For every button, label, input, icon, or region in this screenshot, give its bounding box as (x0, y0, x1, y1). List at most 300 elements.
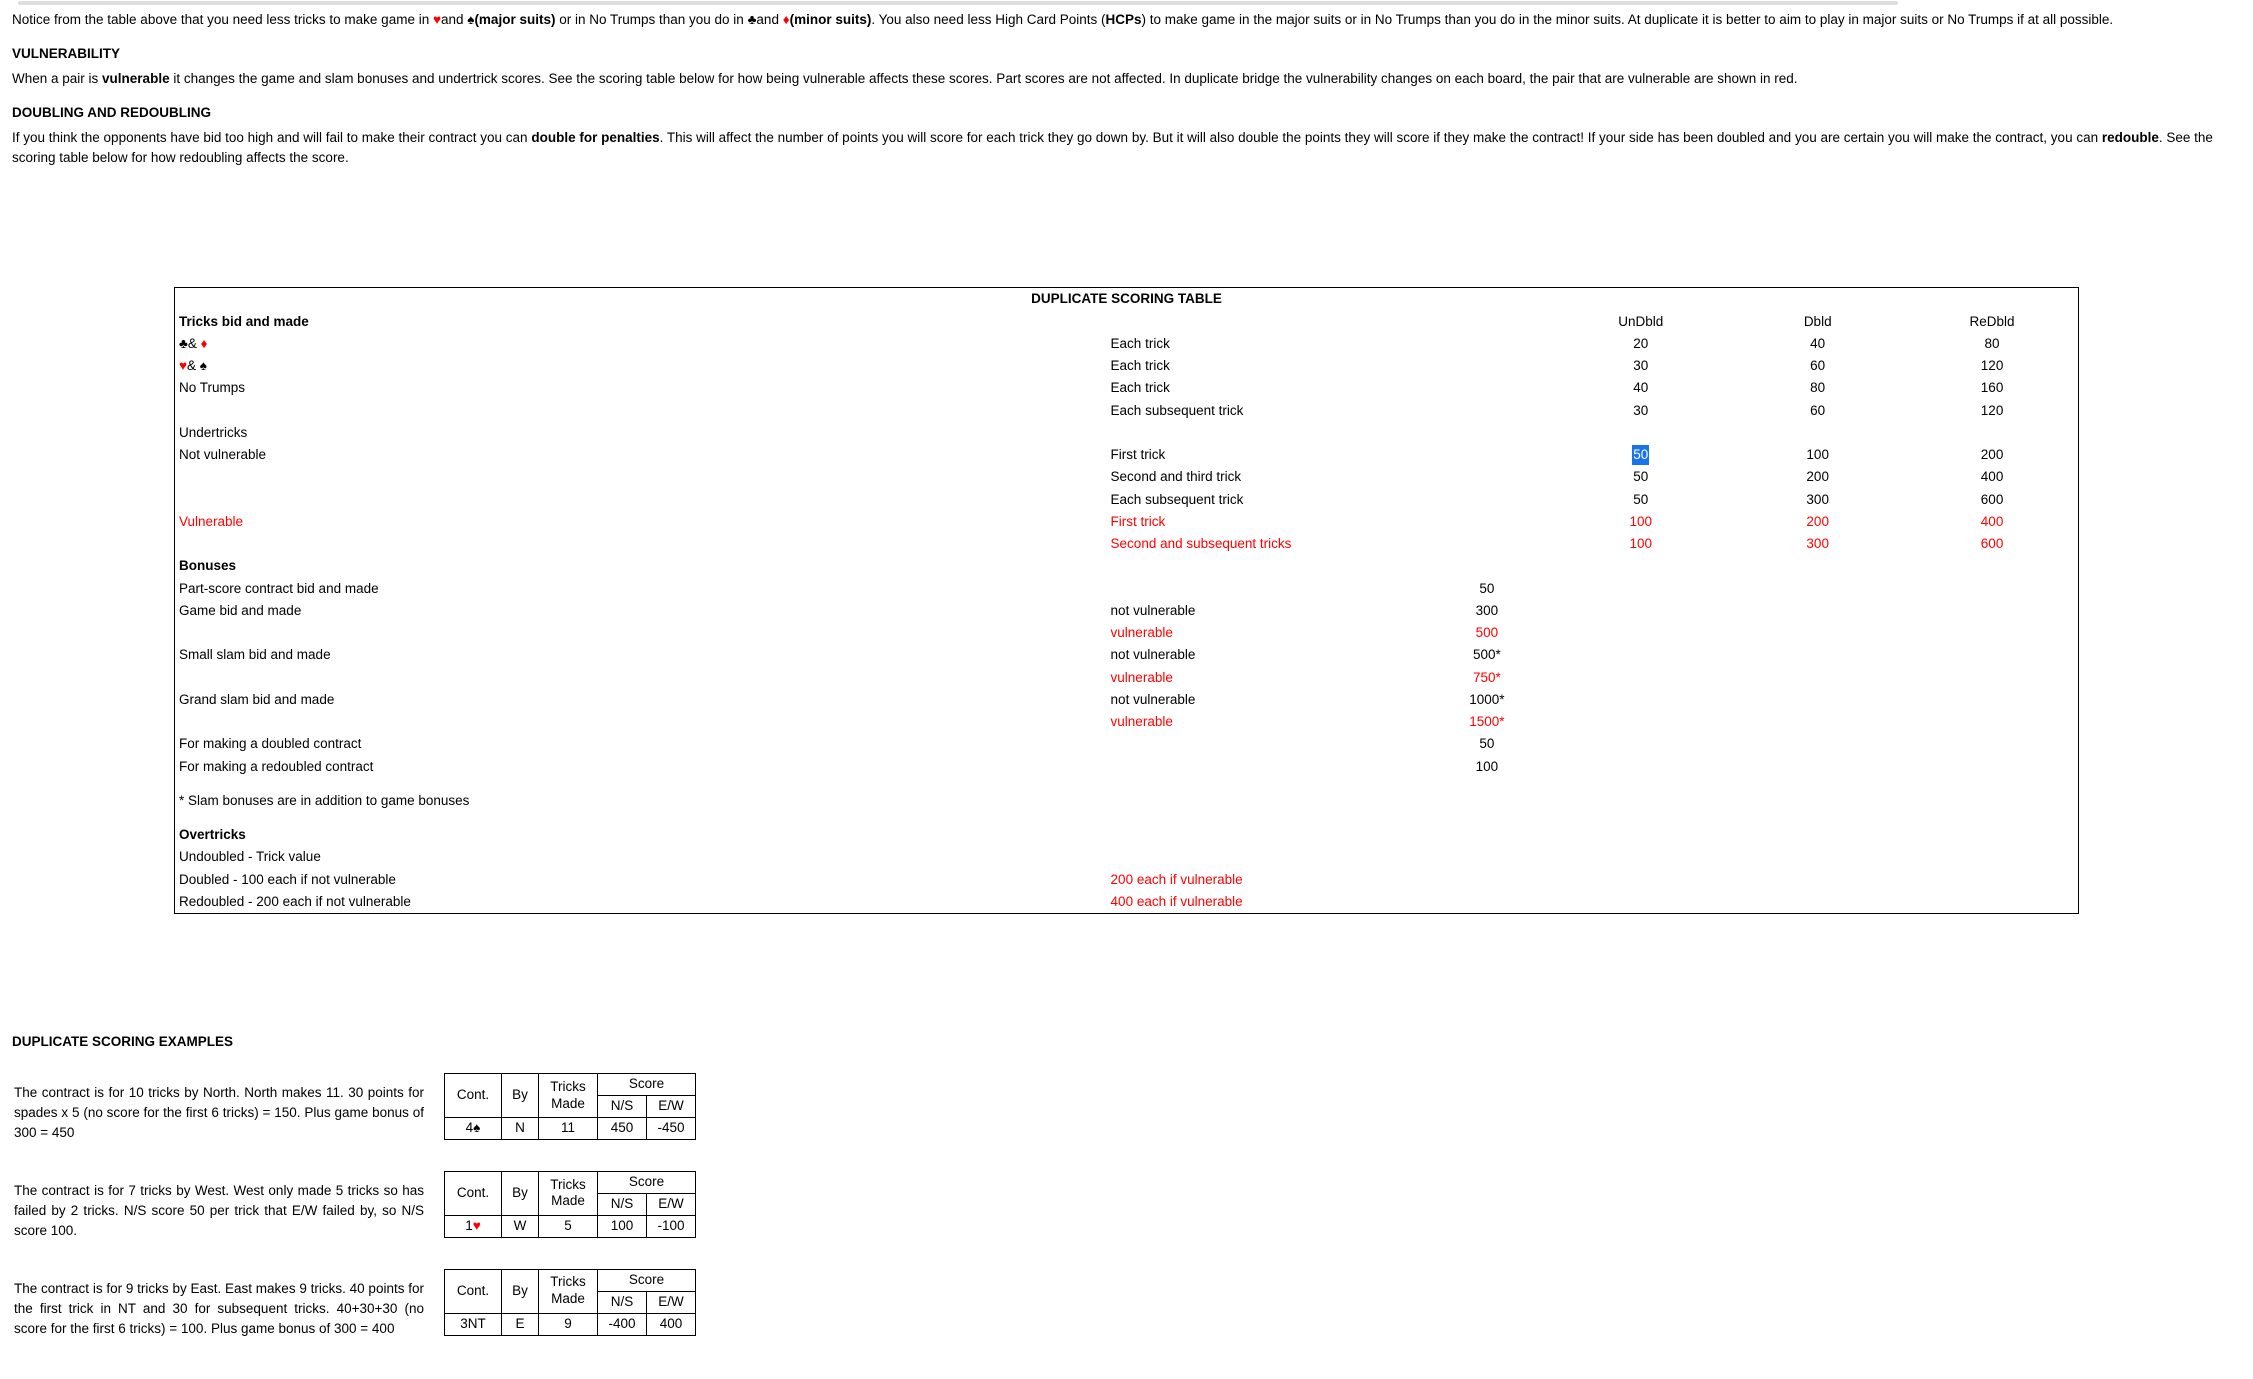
vulnerable-bold: vulnerable (102, 71, 170, 87)
table-row-ot-2 (175, 869, 2079, 891)
spacer (1421, 869, 1552, 891)
header-contract: Cont. (445, 1172, 502, 1216)
table-row-bonuses-label (175, 555, 2079, 577)
spacer (1421, 489, 1552, 511)
ut-4-undbld: 100 (1629, 513, 1653, 529)
header-ns: N/S (598, 1291, 647, 1313)
intro-paragraph-1 (12, 10, 2241, 30)
table-row-bonus-9 (175, 756, 2079, 778)
intro-text-mid1: or in No Trumps than you do in (555, 12, 748, 27)
spacer (1729, 600, 1906, 622)
ut-label-not-vulnerable: Not vulnerable (179, 447, 267, 463)
bonus-value-6: 1000* (1469, 691, 1505, 707)
spacer (771, 466, 1106, 488)
spacer-cell (175, 812, 2079, 824)
spacer (1421, 444, 1552, 466)
ut-4-redbld: 400 (1980, 513, 2004, 529)
spacer (1906, 422, 2078, 444)
header-score: Score (598, 1269, 696, 1291)
table-row-bonus-7 (175, 711, 2079, 733)
spacer (771, 444, 1106, 466)
example-row (12, 1171, 2241, 1241)
spacer (771, 400, 1106, 422)
examples-section (0, 1034, 2253, 1339)
header-ew: E/W (647, 1291, 696, 1313)
bonus-cond-2: not vulnerable (1110, 602, 1196, 618)
spacer (1729, 824, 1906, 846)
doubling-paragraph (12, 128, 2241, 167)
intro-text-mid3: ) to make game in the major suits or in No Trumps than you do in the minor suits. At duplicate it is better to aim to play in major suits or No Trumps if at all possible. (1141, 12, 2114, 27)
spacer (1906, 667, 2078, 689)
cell-ew-score: -450 (647, 1117, 696, 1139)
spacer (1906, 824, 2078, 846)
example-score-table (444, 1171, 696, 1238)
spacer (771, 578, 1106, 600)
header-by: By (502, 1074, 539, 1118)
cell-by: W (502, 1215, 539, 1237)
bonus-label-1: Part-score contract bid and made (179, 580, 379, 596)
ut-label-vulnerable: Vulnerable (179, 513, 244, 529)
spacer (1906, 555, 2078, 577)
spacer (1906, 689, 2078, 711)
spacer (1729, 790, 1906, 812)
spacer (1729, 555, 1906, 577)
spacer (771, 422, 1106, 444)
cell-ns-score: -400 (598, 1313, 647, 1335)
spacer (771, 869, 1106, 891)
heart-icon: ♥ (179, 358, 188, 374)
overtrick-label-2: Doubled - 100 each if not vulnerable (179, 871, 396, 887)
spacer (771, 711, 1106, 733)
example-row (12, 1269, 2241, 1339)
spacer (1421, 422, 1552, 444)
overtrick-note-3: 400 each if vulnerable (1110, 893, 1243, 909)
spacer (1552, 891, 1729, 914)
undertricks-label: Undertricks (179, 424, 248, 440)
spacer (771, 756, 1106, 778)
header-ns: N/S (598, 1096, 647, 1118)
vulnerability-paragraph (12, 69, 2241, 89)
table-header-row (445, 1172, 696, 1194)
cell-by: N (502, 1117, 539, 1139)
spacer (1552, 622, 1729, 644)
minor-suits-label: (minor suits) (789, 12, 872, 27)
doubling-heading: DOUBLING AND REDOUBLING (12, 104, 211, 120)
row-4-dbld: 60 (1810, 402, 1826, 418)
spacer (771, 489, 1106, 511)
overtricks-label: Overtricks (179, 827, 246, 843)
table-row-bonus-3 (175, 622, 2079, 644)
diamond-icon: ♦ (200, 335, 208, 351)
spacer (1552, 824, 1729, 846)
spacer (1729, 622, 1906, 644)
table-row-overtricks-label (175, 824, 2079, 846)
ut-1-undbld-cell[interactable] (1552, 444, 1729, 466)
header-ew: E/W (647, 1193, 696, 1215)
spacer (1906, 600, 2078, 622)
row-3-undbld: 40 (1633, 380, 1649, 396)
duplicate-scoring-table (174, 287, 2079, 914)
example-description: The contract is for 10 tricks by North. North makes 11. 30 points for spades x 5 (no score for the first 6 tricks) = 150. Plus game bonus of 300 = 450 (14, 1085, 424, 1141)
cell-contract (445, 1215, 502, 1237)
spacer (771, 733, 1106, 755)
ut-5-dbld: 300 (1806, 536, 1829, 552)
spacer (1729, 756, 1906, 778)
cell-tricks-made: 5 (539, 1215, 598, 1237)
row-2-redbld: 120 (1980, 358, 2004, 374)
ut-4-dbld: 200 (1806, 513, 1829, 529)
ut-2-dbld: 200 (1806, 469, 1829, 485)
spacer (1729, 891, 1906, 914)
header-by: By (502, 1172, 539, 1216)
intro-section (0, 0, 2253, 167)
bonus-cond-9 (1107, 756, 1422, 778)
spacer (1552, 689, 1729, 711)
ut-5-undbld: 100 (1629, 536, 1653, 552)
scoring-table-wrapper (0, 287, 2253, 914)
ut-3-redbld: 600 (1980, 491, 2004, 507)
hcps-label: HCPs (1105, 12, 1142, 27)
spade-icon: ♠ (199, 358, 207, 374)
vulnerability-text-b: it changes the game and slam bonuses and undertrick scores. See the scoring table below for how being vulnerable affects these scores. Part scores are not affected. In duplicate bridge the vulnerability changes on each board, the pair that are vulnerable are shown in red. (169, 71, 1798, 87)
ut-2-undbld: 50 (1633, 469, 1649, 485)
table-header-row (445, 1269, 696, 1291)
row-4-redbld: 120 (1980, 402, 2004, 418)
table-row (445, 1117, 696, 1139)
scrollbar-thumb[interactable] (18, 1, 1898, 5)
table-row-bonus-5 (175, 667, 2079, 689)
horizontal-scrollbar[interactable] (0, 0, 2253, 6)
bonus-cond-8 (1107, 733, 1422, 755)
spade-symbol: ♠ (467, 12, 475, 27)
redouble-bold: redouble (2101, 130, 2159, 146)
table-row-bonus-2 (175, 600, 2079, 622)
spacer (771, 511, 1106, 533)
spacer (1906, 869, 2078, 891)
spacer (1107, 422, 1422, 444)
overtrick-label-1: Undoubled - Trick value (179, 849, 321, 865)
header-dbld: Dbld (1803, 313, 1832, 329)
spacer (1729, 733, 1906, 755)
spacer (1552, 667, 1729, 689)
vulnerability-heading: VULNERABILITY (12, 45, 120, 61)
empty-label (175, 400, 772, 422)
table-row (445, 1215, 696, 1237)
spacer (1421, 400, 1552, 422)
spacer-cell (175, 778, 2079, 790)
bonus-label-8: For making a doubled contract (179, 736, 362, 752)
intro-text-and2: and (756, 12, 783, 27)
row-desc-3: Each trick (1110, 380, 1170, 396)
contract-level: 3NT (460, 1315, 486, 1331)
header-redbld: ReDbld (1969, 313, 2015, 329)
bonus-value-2: 300 (1475, 602, 1499, 618)
intro-text-mid2: . You also need less High Card Points ( (871, 12, 1106, 27)
header-contract: Cont. (445, 1269, 502, 1313)
table-row-slam-note (175, 790, 2079, 812)
bonus-cond-3: vulnerable (1110, 625, 1173, 641)
spacer (1552, 555, 1729, 577)
cell-ew-score: 400 (647, 1313, 696, 1335)
bonus-label-5 (175, 667, 772, 689)
table-row-ut-4 (175, 511, 2079, 533)
bonus-value-4: 500* (1473, 647, 1501, 663)
ut-2-redbld: 400 (1980, 469, 2004, 485)
spacer (1906, 578, 2078, 600)
spacer (1729, 711, 1906, 733)
header-undbld: UnDbld (1618, 313, 1664, 329)
double-for-penalties-bold: double for penalties (531, 130, 660, 146)
vulnerability-text-a: When a pair is (12, 71, 103, 87)
spacer (1421, 466, 1552, 488)
spacer (1421, 377, 1552, 399)
example-table-holder (444, 1073, 696, 1140)
intro-text-and1: and (440, 12, 468, 27)
ut-1-redbld: 200 (1980, 447, 2004, 463)
empty-label (175, 533, 772, 555)
spacer (1906, 644, 2078, 666)
header-tricks-made: Tricks Made (539, 1269, 598, 1313)
suit-label-major (175, 355, 772, 377)
club-icon: ♣ (179, 335, 188, 351)
spacer (1421, 846, 1552, 868)
row-2-dbld: 60 (1810, 358, 1826, 374)
bonus-cond-7: vulnerable (1110, 714, 1173, 730)
example-score-table (444, 1269, 696, 1336)
table-row-bonus-1 (175, 578, 2079, 600)
spacer (771, 333, 1106, 355)
bonus-value-8: 50 (1479, 736, 1495, 752)
cell-by: E (502, 1313, 539, 1335)
spacer (1729, 689, 1906, 711)
spacer (771, 689, 1106, 711)
spacer (1906, 846, 2078, 868)
table-row-ot-3 (175, 891, 2079, 914)
spacer (1552, 733, 1729, 755)
amp-2: & (187, 358, 200, 374)
spacer-c (1107, 311, 1422, 333)
row-1-dbld: 40 (1810, 335, 1826, 351)
bonus-cond-4: not vulnerable (1110, 647, 1196, 663)
spacer (771, 600, 1106, 622)
contract-suit-icon: ♥ (472, 1217, 481, 1233)
bonus-label-4: Small slam bid and made (179, 647, 331, 663)
bonus-label-6: Grand slam bid and made (179, 691, 335, 707)
scoring-header-row (175, 311, 2079, 333)
ut-desc-3: Each subsequent trick (1110, 491, 1244, 507)
spacer (1552, 600, 1729, 622)
club-symbol: ♣ (747, 12, 757, 27)
header-by: By (502, 1269, 539, 1313)
spacer (771, 377, 1106, 399)
ut-desc-5: Second and subsequent tricks (1110, 536, 1292, 552)
cell-ew-score: -100 (647, 1215, 696, 1237)
spacer (771, 667, 1106, 689)
scoring-table-title: DUPLICATE SCORING TABLE (1031, 291, 1222, 307)
spacer (1906, 790, 2078, 812)
doubling-text-c: . See the scoring table below for how redoubling affects the score. (12, 130, 2213, 165)
bonus-label-9: For making a redoubled contract (179, 758, 374, 774)
spacer-d (1421, 311, 1552, 333)
bonus-label-3 (175, 622, 772, 644)
row-3-dbld: 80 (1810, 380, 1826, 396)
cell-tricks-made: 9 (539, 1313, 598, 1335)
ut-desc-2: Second and third trick (1110, 469, 1242, 485)
spacer (1421, 533, 1552, 555)
example-score-table (444, 1073, 696, 1140)
heart-symbol: ♥ (432, 12, 441, 27)
cell-contract (445, 1117, 502, 1139)
table-row-ut-2 (175, 466, 2079, 488)
empty-label (175, 466, 772, 488)
spacer (1729, 846, 1906, 868)
row-1-redbld: 80 (1984, 335, 2000, 351)
bonus-value-3: 500 (1475, 625, 1499, 641)
selected-value[interactable]: 50 (1632, 445, 1649, 465)
overtrick-note-2: 200 each if vulnerable (1110, 871, 1243, 887)
spacer (1552, 869, 1729, 891)
overtrick-label-3: Redoubled - 200 each if not vulnerable (179, 893, 411, 909)
table-row-bonus-4 (175, 644, 2079, 666)
no-trumps-label: No Trumps (179, 380, 246, 396)
spacer (1729, 578, 1906, 600)
header-ns: N/S (598, 1193, 647, 1215)
header-score: Score (598, 1172, 696, 1194)
row-desc-4: Each subsequent trick (1110, 402, 1244, 418)
bonus-value-5: 750* (1473, 669, 1501, 685)
table-row-undertricks-label (175, 422, 2079, 444)
header-tricks-made: Tricks Made (539, 1074, 598, 1118)
bonus-value-1: 50 (1479, 580, 1495, 596)
spacer (1552, 644, 1729, 666)
bonus-value-7: 1500* (1469, 714, 1505, 730)
table-row-ut-1 (175, 444, 2079, 466)
bonus-label-7 (175, 711, 772, 733)
spacer (1552, 711, 1729, 733)
spacer (1906, 756, 2078, 778)
bonus-value-9: 100 (1475, 758, 1499, 774)
spacer (1107, 824, 1422, 846)
table-spacer-row (175, 778, 2079, 790)
table-row-ut-3 (175, 489, 2079, 511)
table-header-row (445, 1074, 696, 1096)
amp-1: & (187, 335, 201, 351)
spacer (1729, 644, 1906, 666)
cell-contract (445, 1313, 502, 1335)
spacer (1421, 891, 1552, 914)
row-desc-2: Each trick (1110, 358, 1170, 374)
ut-desc-4: First trick (1110, 513, 1166, 529)
ut-5-redbld: 600 (1980, 536, 2004, 552)
spacer (771, 355, 1106, 377)
spacer (1107, 555, 1422, 577)
table-row-no-trumps (175, 377, 2079, 399)
bonus-cond-1 (1107, 578, 1422, 600)
cell-ns-score: 450 (598, 1117, 647, 1139)
cell-ns-score: 100 (598, 1215, 647, 1237)
table-row-ot-1 (175, 846, 2079, 868)
spacer (771, 846, 1106, 868)
spacer (1421, 824, 1552, 846)
spacer (771, 622, 1106, 644)
bonus-cond-5: vulnerable (1110, 669, 1173, 685)
spacer (1552, 578, 1729, 600)
ut-3-dbld: 300 (1806, 491, 1829, 507)
empty-label (175, 489, 772, 511)
ut-3-undbld: 50 (1633, 491, 1649, 507)
examples-heading: DUPLICATE SCORING EXAMPLES (12, 1034, 234, 1050)
table-row-bonus-8 (175, 733, 2079, 755)
doubling-text-b: . This will affect the number of points you will score for each trick they go down by. But it will also double the points they will score if they make the contract! If your side has been doubled and you are certain you will make the contract, you can (659, 130, 2102, 146)
slam-bonus-note: * Slam bonuses are in addition to game bonuses (179, 792, 470, 808)
cell-tricks-made: 11 (539, 1117, 598, 1139)
spacer-b (771, 311, 1106, 333)
contract-level: 1 (465, 1217, 473, 1233)
table-row-subsequent (175, 400, 2079, 422)
contract-level: 4 (465, 1119, 474, 1135)
spacer (1906, 733, 2078, 755)
table-row-clubs-diamonds (175, 333, 2079, 355)
spacer (1729, 869, 1906, 891)
spacer (1421, 790, 1552, 812)
spacer (1421, 511, 1552, 533)
bonuses-label: Bonuses (179, 558, 237, 574)
scoring-title-row (175, 288, 2079, 311)
header-score: Score (598, 1074, 696, 1096)
row-2-undbld: 30 (1633, 358, 1649, 374)
spacer (1729, 422, 1906, 444)
spacer (1552, 846, 1729, 868)
spacer (771, 644, 1106, 666)
spacer (771, 533, 1106, 555)
table-row (445, 1313, 696, 1335)
tricks-bid-made-label: Tricks bid and made (179, 313, 309, 329)
example-table-holder (444, 1269, 696, 1336)
intro-text-1: Notice from the table above that you need less tricks to make game in (12, 12, 433, 27)
spacer (1906, 711, 2078, 733)
table-spacer-row-2 (175, 812, 2079, 824)
spacer (1729, 667, 1906, 689)
example-description: The contract is for 7 tricks by West. West only made 5 tricks so has failed by 2 tricks. N/S score 50 per trick that E/W failed by, so N/S score 100. (14, 1183, 424, 1238)
spacer (1552, 422, 1729, 444)
example-table-holder (444, 1171, 696, 1238)
row-1-undbld: 20 (1633, 335, 1649, 351)
spacer (1421, 555, 1552, 577)
spacer (1421, 333, 1552, 355)
table-row-bonus-6 (175, 689, 2079, 711)
spacer (771, 824, 1106, 846)
spacer (1552, 790, 1729, 812)
suit-label-minor (175, 333, 772, 355)
bonus-label-2: Game bid and made (179, 602, 302, 618)
major-suits-label: (major suits) (474, 12, 556, 27)
header-ew: E/W (647, 1096, 696, 1118)
overtrick-note-1 (1107, 846, 1422, 868)
spacer (1906, 622, 2078, 644)
diamond-symbol: ♦ (782, 12, 790, 27)
table-row-hearts-spades (175, 355, 2079, 377)
header-tricks-made: Tricks Made (539, 1172, 598, 1216)
contract-suit-icon: ♠ (473, 1119, 481, 1135)
header-contract: Cont. (445, 1074, 502, 1118)
spacer (771, 891, 1106, 914)
example-row (12, 1073, 2241, 1143)
ut-desc-1: First trick (1110, 447, 1166, 463)
spacer (1906, 891, 2078, 914)
row-desc-1: Each trick (1110, 335, 1170, 351)
spacer (771, 555, 1106, 577)
bonus-cond-6: not vulnerable (1110, 691, 1196, 707)
